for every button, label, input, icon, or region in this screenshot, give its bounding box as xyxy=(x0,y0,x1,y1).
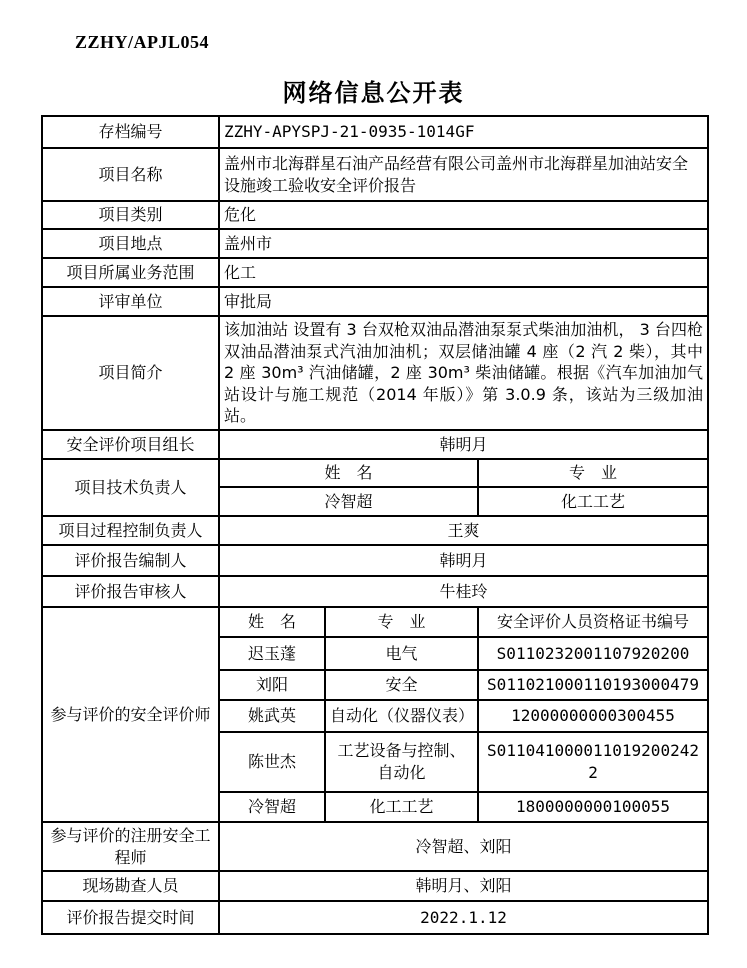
report-writer-value: 韩明月 xyxy=(219,545,708,576)
archive-value: ZZHY-APYSPJ-21-0935-1014GF xyxy=(219,116,708,148)
review-unit-value: 审批局 xyxy=(219,287,708,316)
table-row xyxy=(42,116,708,148)
registered-engineers-label: 参与评价的注册安全工程师 xyxy=(42,822,219,871)
site-survey-value: 韩明月、刘阳 xyxy=(219,871,708,901)
evaluator-name: 陈世杰 xyxy=(219,732,325,792)
table-row xyxy=(42,430,708,459)
table-row xyxy=(42,576,708,607)
project-category-label: 项目类别 xyxy=(42,201,219,229)
business-scope-label: 项目所属业务范围 xyxy=(42,258,219,287)
evaluator-major: 自动化（仪器仪表） xyxy=(325,700,478,732)
evaluator-major: 化工工艺 xyxy=(325,792,478,822)
evaluators-label: 参与评价的安全评价师 xyxy=(42,607,219,822)
submit-time-value: 2022.1.12 xyxy=(219,901,708,934)
table-row xyxy=(42,901,708,934)
evaluator-cert: S0110232001107920200 xyxy=(478,637,708,670)
table-row xyxy=(42,229,708,258)
table-row xyxy=(42,516,708,545)
evaluator-cert: 12000000000300455 xyxy=(478,700,708,732)
evaluator-name: 迟玉蓬 xyxy=(219,637,325,670)
tech-lead-label: 项目技术负责人 xyxy=(42,459,219,516)
project-name-value: 盖州市北海群星石油产品经营有限公司盖州市北海群星加油站安全设施竣工验收安全评价报告 xyxy=(219,148,708,201)
tech-lead-name: 冷智超 xyxy=(219,487,478,516)
review-unit-label: 评审单位 xyxy=(42,287,219,316)
process-control-label: 项目过程控制负责人 xyxy=(42,516,219,545)
project-category-value: 危化 xyxy=(219,201,708,229)
submit-time-label: 评价报告提交时间 xyxy=(42,901,219,934)
business-scope-value: 化工 xyxy=(219,258,708,287)
evaluator-major: 安全 xyxy=(325,670,478,700)
project-intro-label: 项目简介 xyxy=(42,316,219,430)
process-control-value: 王爽 xyxy=(219,516,708,545)
evaluator-name: 冷智超 xyxy=(219,792,325,822)
report-reviewer-value: 牛桂玲 xyxy=(219,576,708,607)
evaluator-major: 工艺设备与控制、自动化 xyxy=(325,732,478,792)
evaluators-major-header: 专 业 xyxy=(325,607,478,637)
project-location-label: 项目地点 xyxy=(42,229,219,258)
evaluator-cert: S011021000110193000479 xyxy=(478,670,708,700)
tech-lead-major-header: 专 业 xyxy=(478,459,708,487)
report-writer-label: 评价报告编制人 xyxy=(42,545,219,576)
table-row xyxy=(42,607,708,637)
table-row xyxy=(42,871,708,901)
report-reviewer-label: 评价报告审核人 xyxy=(42,576,219,607)
registered-engineers-value: 冷智超、刘阳 xyxy=(219,822,708,871)
project-intro-value: 该加油站 设置有 3 台双枪双油品潜油泵泵式柴油加油机， 3 台四枪双油品潜油泵式汽油加油机；双层储油罐 4 座（2 汽 2 柴），其中 2 座 30m³ 汽油储罐，2 座 30m³ 柴油储罐。根据《汽车加油加气站设计与施工规范（2014 年版）》第 3.0.9 条，该站为三级加油站。 xyxy=(219,316,708,430)
table-row xyxy=(42,822,708,871)
table-row xyxy=(42,287,708,316)
table-row xyxy=(42,201,708,229)
table-row xyxy=(42,545,708,576)
team-leader-label: 安全评价项目组长 xyxy=(42,430,219,459)
team-leader-value: 韩明月 xyxy=(219,430,708,459)
archive-label: 存档编号 xyxy=(42,116,219,148)
table-row xyxy=(42,459,708,487)
project-name-label: 项目名称 xyxy=(42,148,219,201)
evaluator-name: 刘阳 xyxy=(219,670,325,700)
evaluators-cert-header: 安全评价人员资格证书编号 xyxy=(478,607,708,637)
evaluator-cert: 1800000000100055 xyxy=(478,792,708,822)
table-row xyxy=(42,258,708,287)
site-survey-label: 现场勘查人员 xyxy=(42,871,219,901)
table-row xyxy=(42,148,708,201)
evaluator-cert: S0110410000110192002422 xyxy=(478,732,708,792)
page-title: 网络信息公开表 xyxy=(282,79,465,107)
evaluators-name-header: 姓 名 xyxy=(219,607,325,637)
info-table xyxy=(41,115,709,935)
evaluator-name: 姚武英 xyxy=(219,700,325,732)
doc-code: ZZHY/APJL054 xyxy=(75,32,210,52)
tech-lead-name-header: 姓 名 xyxy=(219,459,478,487)
evaluator-major: 电气 xyxy=(325,637,478,670)
table-row xyxy=(42,316,708,430)
project-location-value: 盖州市 xyxy=(219,229,708,258)
tech-lead-major: 化工工艺 xyxy=(478,487,708,516)
